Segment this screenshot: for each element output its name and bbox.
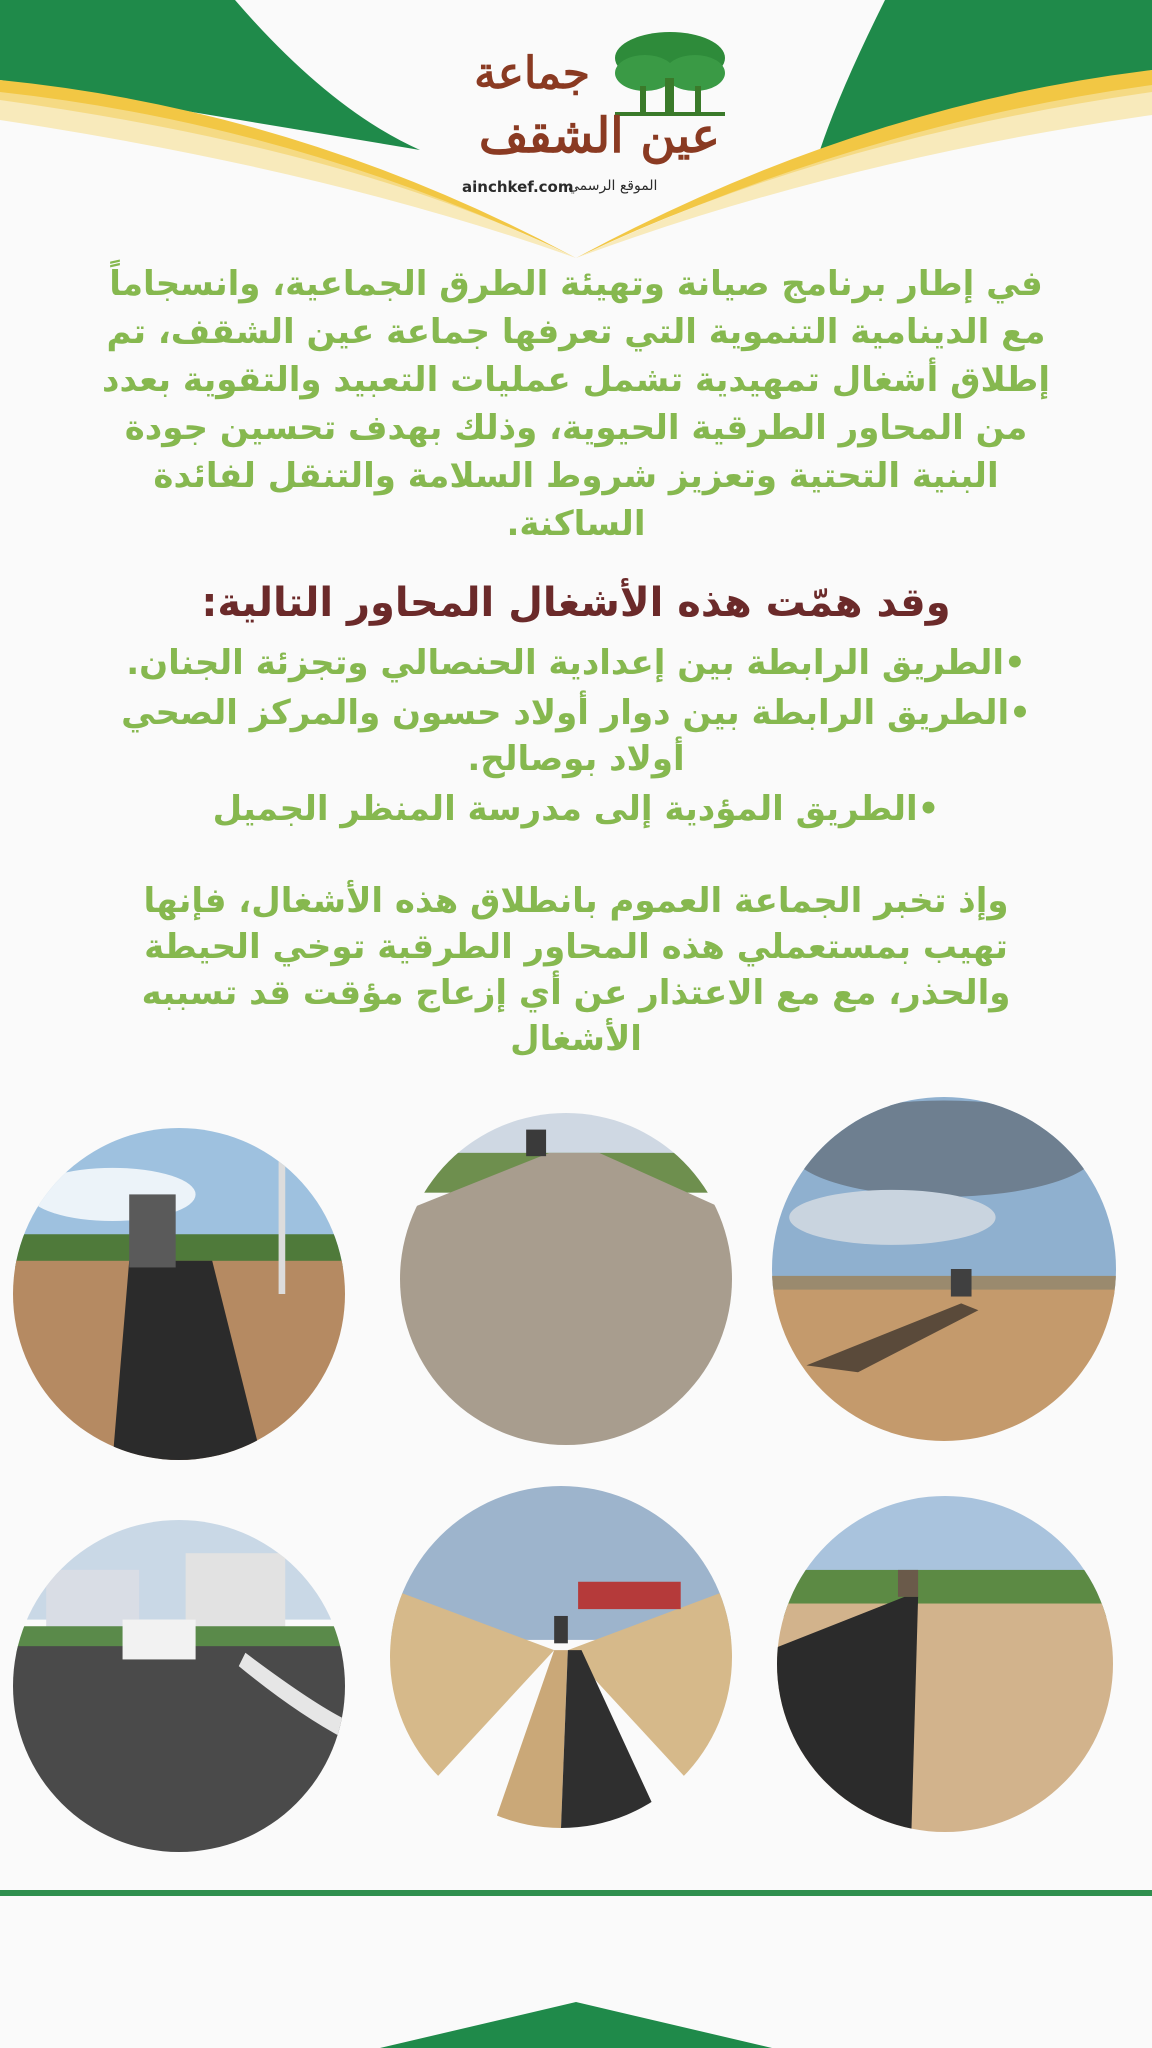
footer-divider (0, 1890, 1152, 1896)
road-photo-4 (13, 1520, 345, 1852)
official-site-label: الموقع الرسمي (568, 178, 658, 194)
closing-paragraph: وإذ تخبر الجماعة العموم بانطلاق هذه الأشغال، فإنها تهيب بمستعملي هذه المحاور الطرقية توخي الحيطة والحذر، مع مع الاعتذار عن أي إزعاج مؤقت قد تسببه الأشغال (141, 881, 1011, 1059)
intro-paragraph: في إطار برنامج صيانة وتهيئة الطرق الجماعية، وانسجاماً مع الدينامية التنموية التي تعرفها جماعة عين الشقف، تم إطلاق أشغال تمهيدية تشمل عمليات التعبيد والتقوية بعدد من المحاور الطرقية الحيوية، وذلك بهدف تحسين جودة البنية التحتية وتعزيز شروط السلامة والتنقل لفائدة الساكنة. (102, 264, 1050, 544)
road-photo-3 (772, 1097, 1116, 1441)
list-item: •الطريق المؤدية إلى مدرسة المنظر الجميل (212, 789, 940, 829)
list-item: •الطريق الرابطة بين إعدادية الحنصالي وتجزئة الجنان. (126, 643, 1026, 683)
list-item: •الطريق الرابطة بين دوار أولاد حسون والمركز الصحي أولاد بوصالح. (121, 693, 1031, 779)
logo-name-line2: عين الشقف (478, 108, 720, 164)
logo-name-line1: جماعة (474, 48, 590, 99)
axes-heading: وقد همّت هذه الأشغال المحاور التالية: (201, 580, 951, 626)
road-photo-1 (13, 1128, 345, 1460)
road-photo-5 (390, 1486, 732, 1828)
roads-list (90, 640, 1062, 836)
road-photo-6 (777, 1496, 1113, 1832)
tree-icon (610, 28, 730, 118)
logo (440, 28, 730, 203)
site-domain[interactable]: ainchkef.com (462, 178, 574, 196)
road-photo-2 (400, 1113, 732, 1445)
footer-triangle (0, 1990, 1152, 2048)
